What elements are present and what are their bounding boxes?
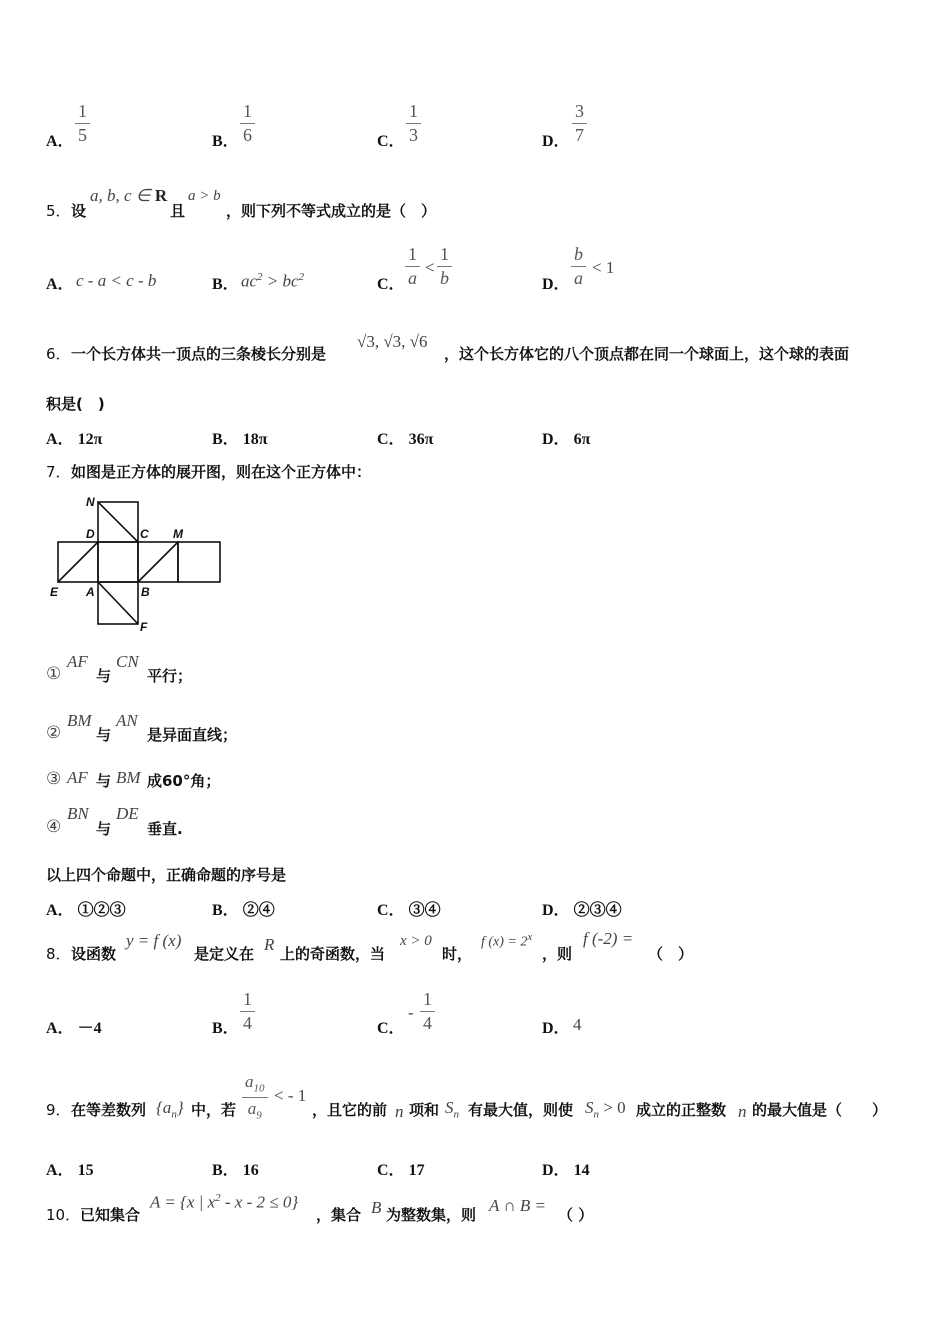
q10-math-3: A ∩ B = [489, 1196, 546, 1215]
q9-math-4: $S_n > 0$ [585, 1098, 626, 1121]
q7-statement-1-mark: ① [46, 664, 62, 683]
q6-option-d[interactable]: D． 6π [542, 431, 591, 448]
q4-option-b-label[interactable]: B． [212, 133, 239, 150]
label-d: D [86, 527, 95, 541]
q7-statement-2-b: AN [116, 711, 138, 730]
q5-number: 5． [46, 202, 71, 220]
q7-statement-4-a: BN [67, 804, 89, 823]
q8-math-4: f $(x) = 2^x$ [481, 931, 533, 950]
q4-option-a-label[interactable]: A． [46, 133, 74, 150]
diagonal-nc [98, 502, 138, 542]
q10-text-2: ，集合 [316, 1206, 362, 1224]
q8-option-c-label[interactable]: C． [377, 1020, 405, 1037]
q4-option-d-fraction: $\frac{3}{7}$ [572, 102, 587, 145]
q7-statement-2-mark: ② [46, 723, 62, 742]
q9-option-d[interactable]: D． 14 [542, 1162, 590, 1179]
q9-text-1: 在等差数列 [71, 1101, 147, 1119]
q6-math-1: √3, √3, √6 [357, 332, 428, 351]
q7-statement-3-b: BM [116, 768, 141, 787]
q7-statement-3-tail: 成60°角； [147, 772, 221, 790]
q5-option-b-expr: $ac^2 > bc^2$ [241, 271, 305, 291]
q9-math-3: $S_n$ [445, 1098, 459, 1121]
q6-text-1: 一个长方体共一顶点的三条棱长分别是 [71, 345, 327, 363]
q7-statement-4-mark: ④ [46, 817, 62, 836]
q4-option-d-label[interactable]: D． [542, 133, 570, 150]
diagonal-af [98, 582, 138, 624]
q6-option-a[interactable]: A． 12π [46, 431, 103, 448]
q10-math-1: A = {x | $x^2 - x - 2 \le 0$} [150, 1192, 299, 1212]
q9-fraction: $\frac{a_{10}}{a_9}$ [242, 1073, 268, 1122]
q9-rel: < - 1 [274, 1086, 307, 1105]
label-f: F [140, 620, 148, 634]
q7-statement-4-tail: 垂直. [147, 820, 183, 838]
q7-statement-3-a: AF [67, 768, 88, 787]
q5-option-d-label[interactable]: D． [542, 276, 570, 293]
q8-option-a[interactable]: A． －4 [46, 1020, 102, 1037]
q9-text-7: 的最大值是（ ） [752, 1101, 888, 1119]
q8-number: 8． [46, 945, 71, 963]
q5-option-c-frac-1: $\frac{1}{a}$ [405, 245, 420, 288]
q8-math-1: y = f (x) [126, 931, 182, 950]
q9-option-a[interactable]: A． 15 [46, 1162, 94, 1179]
q9-math-5: n [738, 1102, 747, 1121]
q5-math-2: a > b [188, 188, 221, 204]
q9-text-4: 项和 [409, 1101, 440, 1119]
q4-option-a-fraction: $\frac{1}{5}$ [75, 102, 90, 145]
label-b: B [141, 585, 150, 599]
q10-number: 10． [46, 1206, 81, 1224]
q8-math-3: x > 0 [400, 933, 432, 949]
q5-math-1: a, b, c ∈ R [90, 186, 168, 205]
q9-math-2: n [395, 1102, 404, 1121]
q7-option-c[interactable]: C． ③④ [377, 902, 441, 919]
q5-option-a-expr: c - a < c - b [76, 271, 157, 290]
q6-text-3: 积是( ) [46, 395, 105, 413]
q6-text-2: ，这个长方体它的八个顶点都在同一个球面上，这个球的表面 [444, 345, 850, 363]
q9-number: 9． [46, 1101, 71, 1119]
q8-math-5: f (-2) = [583, 929, 634, 948]
q4-option-c-fraction: $\frac{1}{3}$ [406, 102, 421, 145]
q7-statement-3-mark: ③ [46, 769, 62, 788]
q7-text-1: 如图是正方体的展开图，则在这个正方体中： [71, 463, 372, 481]
q9-text-2: 中，若 [191, 1101, 237, 1119]
label-n: N [86, 495, 95, 509]
q7-statement-2-with: 与 [96, 726, 112, 744]
q7-statement-4-with: 与 [96, 820, 112, 838]
cube-net-figure [48, 492, 228, 634]
q6-number: 6． [46, 345, 71, 363]
q9-text-6: 成立的正整数 [636, 1101, 727, 1119]
q8-text-5: ，则 [542, 945, 573, 963]
q8-option-b-label[interactable]: B． [212, 1020, 239, 1037]
q7-statement-2-a: BM [67, 711, 92, 730]
q6-option-c[interactable]: C． 36π [377, 431, 434, 448]
q7-statement-1-a: AF [67, 652, 88, 671]
q7-statement-1-with: 与 [96, 667, 112, 685]
q10-text-3: 为整数集，则 [386, 1206, 477, 1224]
q8-math-2: R [264, 935, 275, 954]
q5-text-3: ，则下列不等式成立的是（ ） [226, 202, 437, 220]
q10-text-4: （ ） [558, 1206, 594, 1224]
q9-option-c[interactable]: C． 17 [377, 1162, 425, 1179]
q5-text-1: 设 [71, 202, 87, 220]
q9-option-b[interactable]: B． 16 [212, 1162, 259, 1179]
q7-option-b[interactable]: B． ②④ [212, 902, 275, 919]
q4-option-c-label[interactable]: C． [377, 133, 405, 150]
q8-option-c-fraction: $\frac{1}{4}$ [420, 990, 435, 1033]
q5-option-b-label[interactable]: B． [212, 276, 239, 293]
q5-option-d-rel: < 1 [592, 258, 615, 277]
net-face-2 [98, 542, 138, 582]
q8-text-3: 上的奇函数，当 [280, 945, 386, 963]
diagonal-bm [138, 542, 178, 582]
label-c: C [140, 527, 149, 541]
q5-option-c-rel: < [425, 258, 435, 277]
q4-option-b-fraction: $\frac{1}{6}$ [240, 102, 255, 145]
q5-option-a-label[interactable]: A． [46, 276, 74, 293]
label-a: A [86, 585, 95, 599]
q7-statement-1-tail: 平行； [147, 667, 193, 685]
diagonal-ed [58, 542, 98, 582]
q5-option-d-frac: $\frac{b}{a}$ [571, 245, 586, 288]
q7-statement-2-tail: 是异面直线； [147, 726, 238, 744]
q7-statement-1-b: CN [116, 652, 139, 671]
q7-option-d[interactable]: D． ②③④ [542, 902, 622, 919]
q7-statement-4-b: DE [116, 804, 139, 823]
q5-text-2: 且 [170, 202, 186, 220]
q7-conclusion: 以上四个命题中，正确命题的序号是 [46, 866, 287, 884]
q10-text-1: 已知集合 [80, 1206, 141, 1224]
q10-math-2: B [371, 1198, 382, 1217]
q6-option-b[interactable]: B． 18π [212, 431, 268, 448]
q5-option-c-label[interactable]: C． [377, 276, 405, 293]
q8-text-4: 时， [442, 945, 473, 963]
q8-option-b-fraction: $\frac{1}{4}$ [240, 990, 255, 1033]
q8-option-d-value: 4 [573, 1015, 582, 1034]
net-face-4 [178, 542, 220, 582]
q5-option-c-frac-2: $\frac{1}{b}$ [437, 245, 452, 288]
q8-option-c-sign: - [408, 1003, 414, 1022]
q8-text-6: （ ） [648, 945, 694, 963]
q8-text-1: 设函数 [71, 945, 117, 963]
q7-option-a[interactable]: A． ①②③ [46, 902, 126, 919]
q8-option-d-label[interactable]: D． [542, 1020, 570, 1037]
q7-statement-3-with: 与 [96, 772, 112, 790]
q8-text-2: 是定义在 [194, 945, 255, 963]
q9-math-1: $\{a_n\}$ [156, 1098, 184, 1121]
q9-text-5: 有最大值，则使 [468, 1101, 574, 1119]
label-e: E [50, 585, 59, 599]
q9-text-3: ，且它的前 [312, 1101, 388, 1119]
label-m: M [173, 527, 183, 541]
q7-number: 7． [46, 463, 71, 481]
